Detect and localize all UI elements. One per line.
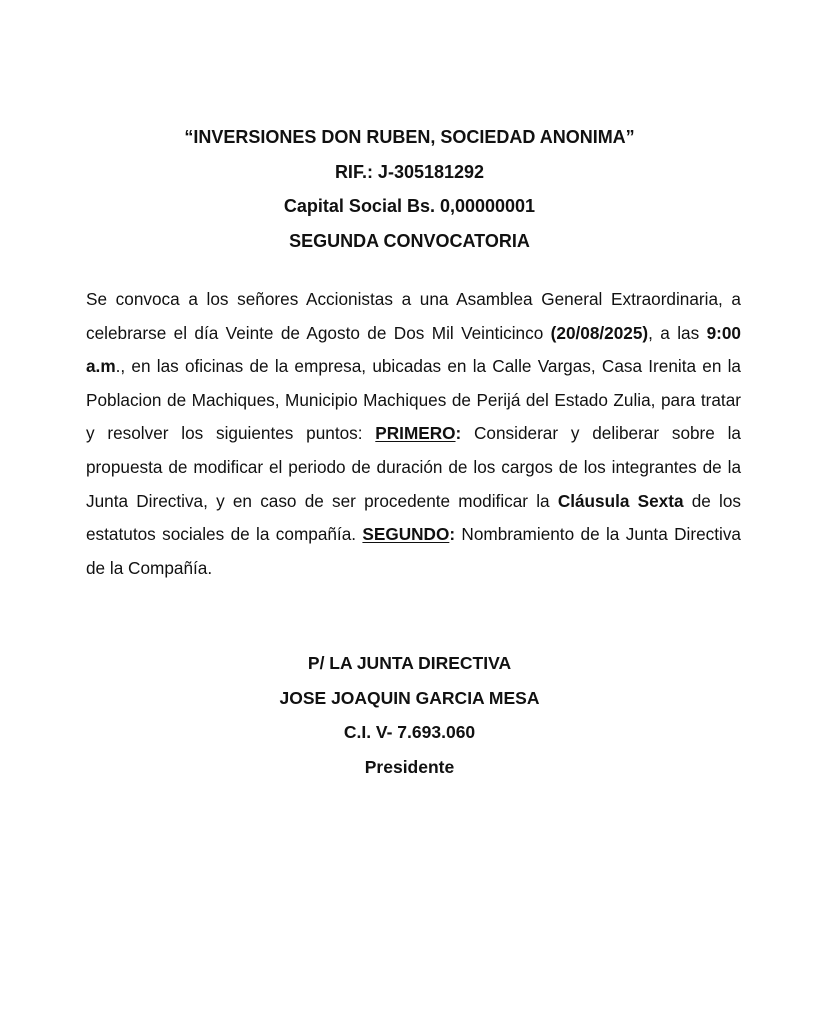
meeting-date: (20/08/2025) [550, 322, 649, 343]
signatory-role: Presidente [364, 756, 455, 777]
signature-block [0, 646, 819, 784]
notice-paragraph [86, 283, 741, 585]
signatory-id: C.I. V- 7.693.060 [343, 722, 476, 742]
notice-text: Nombramiento de la Junta Directiva de la Compañía. [86, 524, 741, 578]
notice-text: , a las [648, 322, 707, 343]
agenda-item-primero-label [375, 423, 461, 443]
meeting-time: 9:00 a.m [86, 322, 741, 377]
signatory-name: JOSE JOAQUIN GARCIA MESA [279, 687, 540, 708]
notice-text: ., en las oficinas de la empresa, ubicadas en la Calle Vargas, Casa Irenita en la Poblacion de Machiques, Municipio Machiques de Perijá del Estado Zulia, para tratar y resolver los siguientes puntos: [86, 356, 741, 444]
primero-colon: : [455, 423, 462, 444]
notice-text: Se convoca a los señores Accionistas a una Asamblea General Extraordinaria, a celebrarse el día Veinte de Agosto de Dos Mil Veinticinco [86, 289, 741, 343]
notice-text: Considerar y deliberar sobre la propuesta de modificar el periodo de duración de los cargos de los integrantes de la Junta Directiva, y en caso de ser procedente modificar la [86, 423, 741, 511]
capital-social: Capital Social Bs. 0,00000001 [283, 196, 536, 216]
signature-board: P/ LA JUNTA DIRECTIVA [307, 653, 512, 673]
segundo-heading: SEGUNDO [362, 524, 450, 545]
primero-heading: PRIMERO [375, 423, 456, 444]
agenda-item-segundo-label [362, 524, 455, 544]
segundo-colon: : [449, 524, 456, 545]
document-header [0, 120, 819, 258]
clause-reference: Cláusula Sexta [557, 490, 684, 511]
document-title: SEGUNDA CONVOCATORIA [289, 230, 530, 251]
rif-number: RIF.: J-305181292 [334, 161, 485, 182]
notice-text: de los estatutos sociales de la compañía. [86, 490, 742, 545]
company-name: “INVERSIONES DON RUBEN, SOCIEDAD ANONIMA” [184, 127, 635, 147]
